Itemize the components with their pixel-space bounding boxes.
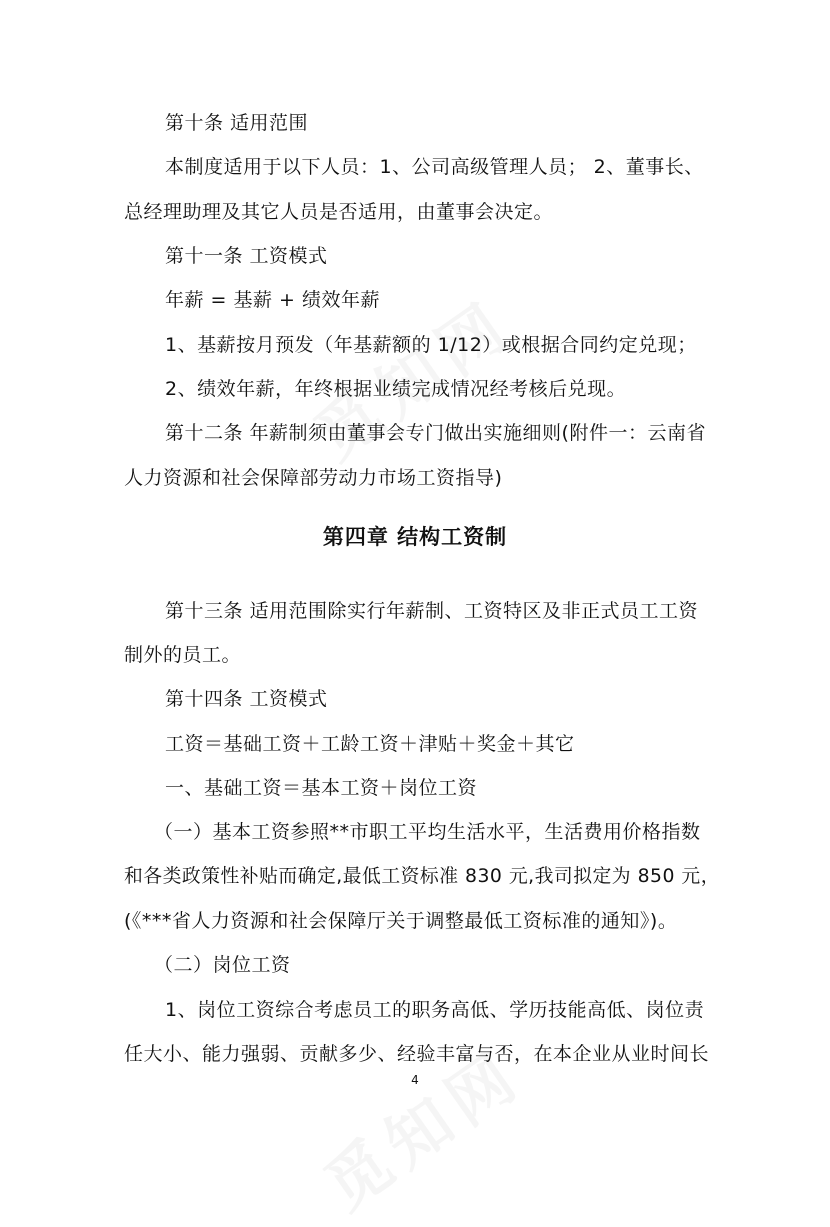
paragraph-line: 2、绩效年薪，年终根据业绩完成情况经考核后兑现。 <box>165 378 627 400</box>
article-14-title: 第十四条 工资模式 <box>165 688 328 710</box>
formula-line: 年薪 = 基薪 + 绩效年薪 <box>165 289 380 311</box>
paragraph-line: 任大小、能力强弱、贡献多少、经验丰富与否，在本企业从业时间长 <box>124 1043 710 1065</box>
paragraph-line: 人力资源和社会保障部劳动力市场工资指导) <box>124 467 503 489</box>
article-13-line: 第十三条 适用范围除实行年薪制、工资特区及非正式员工工资 <box>165 600 699 622</box>
paragraph-line: （一）基本工资参照**市职工平均生活水平，生活费用价格指数 <box>154 821 701 843</box>
paragraph-line: 总经理助理及其它人员是否适用，由董事会决定。 <box>124 201 554 223</box>
article-10-title: 第十条 适用范围 <box>165 112 309 134</box>
paragraph-line: 本制度适用于以下人员：1、公司高级管理人员； 2、董事长、 <box>165 156 704 178</box>
paragraph-line: 1、岗位工资综合考虑员工的职务高低、学历技能高低、岗位责 <box>165 999 705 1021</box>
paragraph-line: 和各类政策性补贴而确定,最低工资标准 830 元,我司拟定为 850 元， <box>124 866 721 887</box>
paragraph-line: (《***省人力资源和社会保障厅关于调整最低工资标准的通知》)。 <box>124 910 678 932</box>
chapter-heading: 第四章 结构工资制 <box>322 525 508 549</box>
formula-line: 工资＝基础工资＋工龄工资＋津贴＋奖金＋其它 <box>165 733 575 755</box>
paragraph-line: （二）岗位工资 <box>154 954 291 976</box>
article-11-title: 第十一条 工资模式 <box>165 245 328 267</box>
page-number: 4 <box>411 1073 419 1087</box>
paragraph-line: 一、基础工资＝基本工资＋岗位工资 <box>165 777 478 799</box>
paragraph-line: 制外的员工。 <box>124 644 242 666</box>
paragraph-line: 1、基薪按月预发（年基薪额的 1/12）或根据合同约定兑现； <box>165 334 697 356</box>
article-12-line: 第十二条 年薪制须由董事会专门做出实施细则(附件一：云南省 <box>165 422 706 444</box>
